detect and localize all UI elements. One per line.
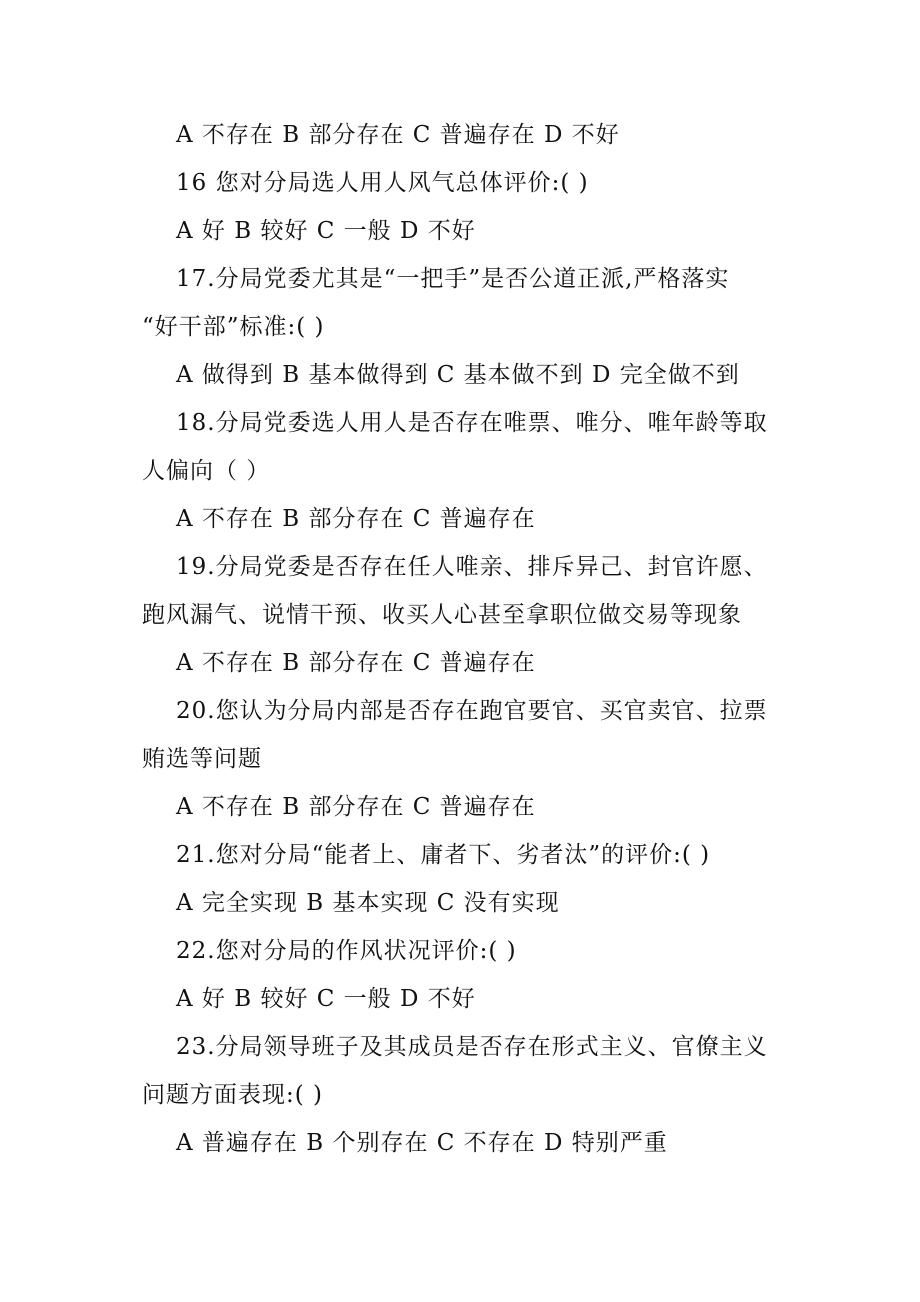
q18-text-line2: 人偏向（ ）	[142, 458, 271, 484]
q19-options: A 不存在 B 部分存在 C 普遍存在	[176, 650, 536, 676]
q15-options: A 不存在 B 部分存在 C 普遍存在 D 不好	[176, 122, 620, 148]
q16-text: 16 您对分局选人用人风气总体评价:( )	[176, 170, 589, 196]
q20-text-line2: 贿选等问题	[142, 746, 262, 772]
q23-text-line2: 问题方面表现:( )	[142, 1082, 324, 1108]
q23-text-line1: 23.分局领导班子及其成员是否存在形式主义、官僚主义	[176, 1034, 768, 1060]
q17-text-line1: 17.分局党委尤其是“一把手”是否公道正派,严格落实	[176, 266, 730, 292]
q17-text-line2: “好干部”标准:( )	[142, 314, 325, 340]
q18-text-line1: 18.分局党委选人用人是否存在唯票、唯分、唯年龄等取	[176, 410, 768, 436]
q16-options: A 好 B 较好 C 一般 D 不好	[176, 218, 476, 244]
q18-options: A 不存在 B 部分存在 C 普遍存在	[176, 506, 536, 532]
q20-text-line1: 20.您认为分局内部是否存在跑官要官、买官卖官、拉票	[176, 698, 768, 724]
q19-text-line1: 19.分局党委是否存在任人唯亲、排斥异己、封官许愿、	[176, 554, 768, 580]
q17-options: A 做得到 B 基本做得到 C 基本做不到 D 完全做不到	[176, 362, 740, 388]
q22-text: 22.您对分局的作风状况评价:( )	[176, 938, 517, 964]
q23-options: A 普遍存在 B 个别存在 C 不存在 D 特别严重	[176, 1130, 668, 1156]
q22-options: A 好 B 较好 C 一般 D 不好	[176, 986, 476, 1012]
q21-text: 21.您对分局“能者上、庸者下、劣者汰”的评价:( )	[176, 842, 711, 868]
q20-options: A 不存在 B 部分存在 C 普遍存在	[176, 794, 536, 820]
q19-text-line2: 跑风漏气、说情干预、收买人心甚至拿职位做交易等现象	[142, 602, 742, 628]
q21-options: A 完全实现 B 基本实现 C 没有实现	[176, 890, 560, 916]
